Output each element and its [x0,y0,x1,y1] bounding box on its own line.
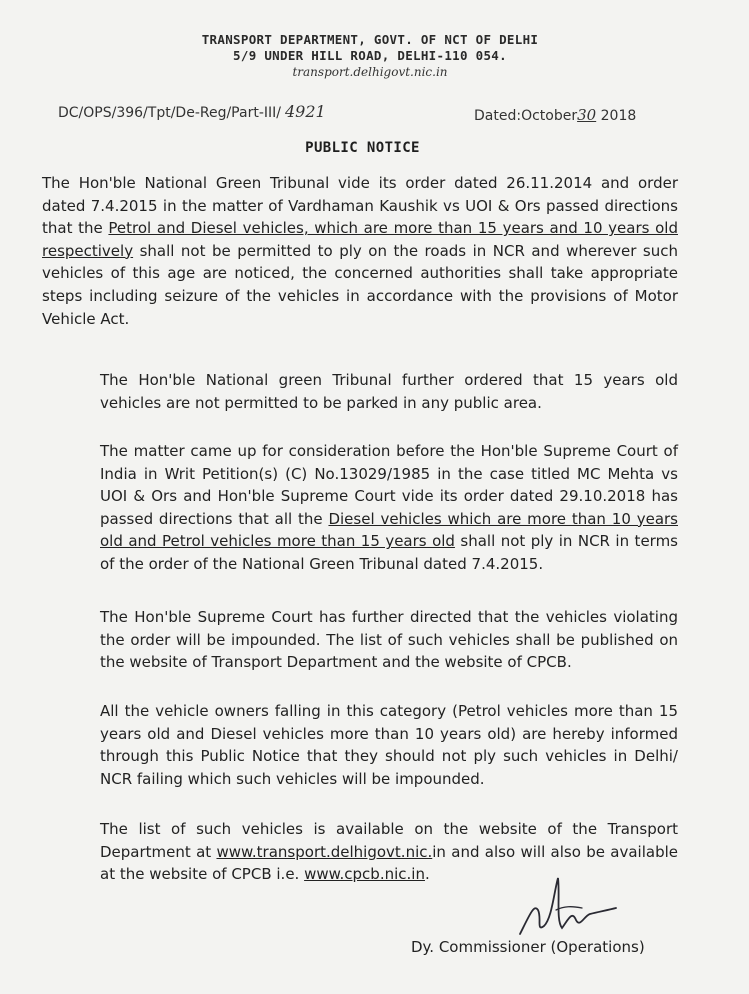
date-year: 2018 [600,108,637,124]
paragraph-text: The Hon'ble Supreme Court has further directed that the vehicles violating the order will be impounded. The list of such vehicles shall be published on the website of Transport Department and the website of CPCB. [100,608,678,672]
paragraph-impound-direction [42,606,678,674]
transport-website-link[interactable]: www.transport.delhigovt.nic. [216,842,433,861]
underlined-directive: Diesel vehicles which are more than 10 years old and Petrol vehicles more than 15 years old [100,509,678,551]
department-address: 5/9 UNDER HILL ROAD, DELHI-110 054. [233,48,507,63]
department-name: TRANSPORT DEPARTMENT, GOVT. OF NCT OF DELHI [201,32,539,47]
paragraph-supreme-court-order [42,440,678,576]
letterhead [150,32,590,80]
notice-date [474,106,636,124]
paragraph-parking-order [42,369,678,414]
paragraph-text: The Hon'ble National green Tribunal further ordered that 15 years old vehicles are not permitted to be parked in any public area. [100,371,678,412]
cpcb-website-link[interactable]: www.cpcb.nic.in [304,865,425,884]
paragraph-text: shall not ply in NCR in terms of the order of the National Green Tribunal dated 7.4.2015. [100,532,678,573]
reference-number [58,102,326,121]
reference-code: DC/OPS/396/Tpt/De-Reg/Part-III/ [58,105,281,121]
handwritten-day: 30 [577,106,597,124]
paragraph-ngt-order [42,172,678,330]
paragraph-owners-informed [42,700,678,790]
paragraph-text: The list of such vehicles is available on the website of the Transport Department at [100,820,678,861]
underlined-directive: Petrol and Diesel vehicles, which are more than 15 years and 10 years old respectively [42,219,678,260]
signatory-designation: Dy. Commissioner (Operations) [411,938,645,956]
paragraph-text: . [424,865,430,884]
notice-title: PUBLIC NOTICE [305,140,420,156]
date-prefix: Dated:October [474,108,578,124]
paragraph-text: shall not be permitted to ply on the roads in NCR and wherever such vehicles of this age are noticed, the concerned authorities shall take appropriate steps including seizure of the vehicles in accordance with the provisions of Motor Vehicle Act. [42,241,678,328]
paragraph-text: in and also will also be available at the website of CPCB i.e. [100,842,678,884]
handwritten-dispatch-number: 4921 [284,102,326,121]
paragraph-text: The matter came up for consideration before the Hon'ble Supreme Court of India in Writ Petition(s) (C) No.13029/1985 in the case titled MC Mehta vs UOI & Ors and Hon'ble Supreme Court vide its order dated 29.10.2018 has passed directions that all the [100,442,678,528]
paragraph-text: The Hon'ble National Green Tribunal vide its order dated 26.11.2014 and order dated 7.4.2015 in the matter of Vardhaman Kaushik vs UOI & Ors passed directions that the [42,174,678,238]
paragraph-text: All the vehicle owners falling in this category (Petrol vehicles more than 15 years old and Diesel vehicles more than 10 years old) are hereby informed through this Public Notice that they should not ply such vehicles in Delhi/ NCR failing which such vehicles will be impounded. [100,702,678,788]
department-website: transport.delhigovt.nic.in [292,65,448,79]
